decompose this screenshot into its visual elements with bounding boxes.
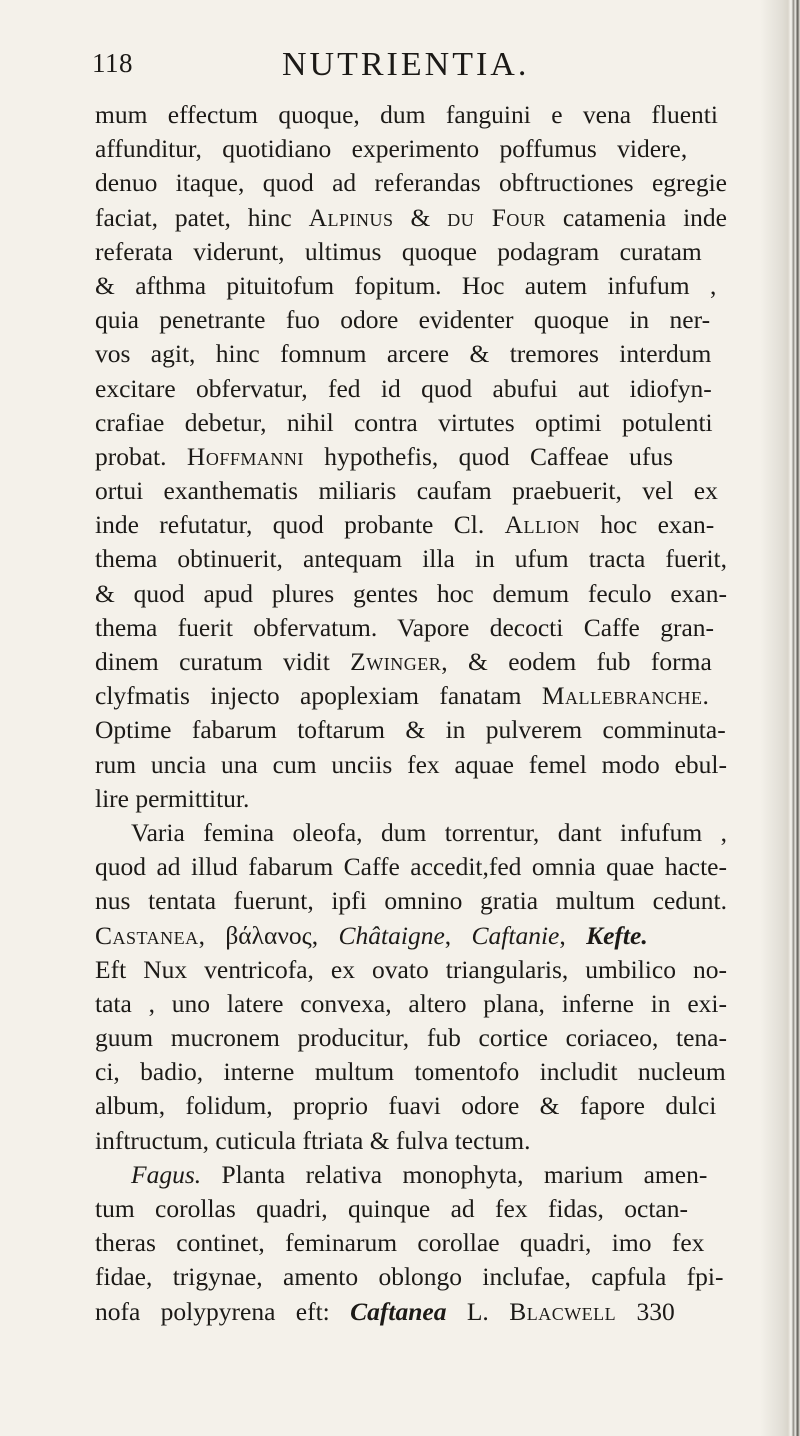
text-line	[95, 919, 727, 953]
text-line	[95, 1089, 727, 1123]
text-run: affunditur, quotidiano experimento poffumus videre,	[95, 134, 688, 164]
body-text	[95, 98, 727, 1329]
text-run: 330	[616, 1296, 675, 1326]
text-line	[95, 269, 727, 303]
text-line	[95, 1260, 727, 1294]
text-run: Caftanie	[471, 920, 560, 950]
text-line	[95, 1055, 727, 1089]
text-run: Allion	[504, 510, 580, 540]
text-run: clyfmatis injecto apoplexiam fanatam	[95, 681, 542, 711]
text-run: & quod apud plures gentes hoc demum feculo exan-	[95, 578, 727, 608]
text-run: mum effectum quoque, dum fanguini e vena fluenti	[95, 100, 718, 129]
text-run: ci, badio, interne multum tomentofo includit nucleum	[95, 1057, 726, 1087]
text-run: Optime fabarum toftarum & in pulverem comminuta-	[95, 715, 726, 745]
text-line	[95, 1021, 727, 1055]
text-run: Kefte.	[586, 920, 648, 950]
text-run: probat.	[95, 441, 187, 471]
running-head	[92, 48, 732, 88]
text-run: hoc exan-	[580, 510, 715, 540]
text-run: thema fuerit obfervatum. Vapore decocti Caffe gran-	[95, 612, 715, 642]
text-line	[95, 406, 727, 440]
page-number: 118	[92, 48, 133, 78]
text-run: thema obtinuerit, antequam illa in ufum tracta fuerit,	[95, 544, 727, 574]
text-run: referata viderunt, ultimus quoque podagram curatam	[95, 236, 702, 266]
text-run: tata , uno latere convexa, altero plana, inferne in exi-	[95, 988, 727, 1018]
text-run: Caftanea	[350, 1296, 447, 1326]
text-run: theras continet, feminarum corollae quadri, imo fex	[95, 1228, 705, 1258]
text-run: Alpinus	[308, 202, 394, 232]
text-run: Hoffmanni	[186, 441, 304, 471]
text-run: denuo itaque, quod ad referandas obftructiones egregie	[95, 168, 727, 198]
text-line	[95, 679, 727, 713]
text-run: inftructum, cuticula ftriata & fulva tectum.	[95, 1125, 531, 1155]
text-line	[95, 542, 727, 576]
text-line	[95, 782, 727, 816]
text-run: Castanea	[95, 920, 199, 950]
text-line	[95, 645, 727, 679]
text-run: crafiae debetur, nihil contra virtutes optimi potulenti	[95, 407, 713, 437]
text-run: Eft Nux ventricofa, ex ovato triangularis, umbilico no-	[95, 954, 727, 984]
text-line	[95, 235, 727, 269]
text-line	[95, 440, 727, 474]
text-run: rum uncia una cum unciis fex aquae femel modo ebul-	[95, 749, 727, 779]
text-run: , βάλανος,	[198, 920, 339, 950]
text-line	[95, 611, 727, 645]
text-line	[95, 713, 727, 747]
text-run: Châtaigne	[338, 920, 445, 950]
text-run: quod ad illud fabarum Caffe accedit,fed omnia quae hacte-	[95, 852, 727, 882]
text-run: Fagus.	[131, 1159, 202, 1189]
text-line	[95, 850, 727, 884]
text-run: ,	[559, 920, 587, 950]
text-line	[95, 1158, 727, 1192]
text-line	[95, 201, 727, 235]
text-line	[95, 337, 727, 371]
text-run: lire permittitur.	[95, 783, 250, 813]
text-run: inde refutatur, quod probante Cl.	[95, 510, 505, 540]
text-line	[95, 577, 727, 611]
text-line	[95, 372, 727, 406]
text-run: Mallebranche.	[541, 681, 710, 711]
page-edge-shadow	[760, 0, 800, 1436]
text-run: Blacwell	[509, 1296, 617, 1326]
text-run: quia penetrante fuo odore evidenter quoque in ner-	[95, 305, 711, 335]
text-run: fidae, trigynae, amento oblongo inclufae, capfula fpi-	[95, 1262, 724, 1292]
text-line	[95, 508, 727, 542]
text-line	[95, 953, 727, 987]
text-run: catamenia inde	[545, 202, 728, 232]
text-line	[95, 884, 727, 918]
text-run: &	[393, 202, 448, 232]
text-line	[95, 474, 727, 508]
text-line	[95, 1226, 727, 1260]
running-title: NUTRIENTIA.	[282, 46, 530, 83]
text-run: tum corollas quadri, quinque ad fex fidas, octan-	[95, 1194, 688, 1223]
text-run: ,	[444, 920, 472, 950]
text-line	[95, 816, 727, 850]
text-line	[95, 1192, 727, 1226]
text-run: , & eodem fub forma	[441, 647, 712, 676]
text-line	[95, 98, 727, 132]
text-run: faciat, patet, hinc	[95, 202, 309, 232]
text-line	[95, 303, 727, 337]
text-run: vos agit, hinc fomnum arcere & tremores interdum	[95, 339, 712, 369]
text-run: du Four	[447, 202, 546, 232]
text-run: L.	[446, 1296, 510, 1326]
text-line	[95, 987, 727, 1021]
text-run: hypothefis, quod Caffeae ufus	[303, 441, 674, 471]
text-run: dinem curatum vidit	[95, 647, 351, 676]
text-run: Planta relativa monophyta, marium amen-	[201, 1159, 708, 1189]
text-line	[95, 1295, 727, 1329]
text-line	[95, 748, 727, 782]
text-line	[95, 132, 727, 166]
text-run: album, folidum, proprio fuavi odore & fapore dulci	[95, 1091, 717, 1121]
text-run: nus tentata fuerunt, ipfi omnino gratia multum cedunt.	[95, 886, 727, 916]
text-run: & afthma pituitofum fopitum. Hoc autem infufum ,	[95, 270, 717, 300]
text-run: guum mucronem producitur, fub cortice coriaceo, tena-	[95, 1023, 727, 1053]
text-line	[95, 166, 727, 200]
text-line	[95, 1124, 727, 1158]
text-run: Zwinger	[350, 647, 442, 676]
text-run: ortui exanthematis miliaris caufam praebuerit, vel ex	[95, 476, 718, 506]
text-run: nofa polypyrena eft:	[95, 1296, 351, 1326]
text-run: excitare obfervatur, fed id quod abufui aut idiofyn-	[95, 373, 712, 403]
text-run: Varia femina oleofa, dum torrentur, dant infufum ,	[131, 817, 727, 847]
